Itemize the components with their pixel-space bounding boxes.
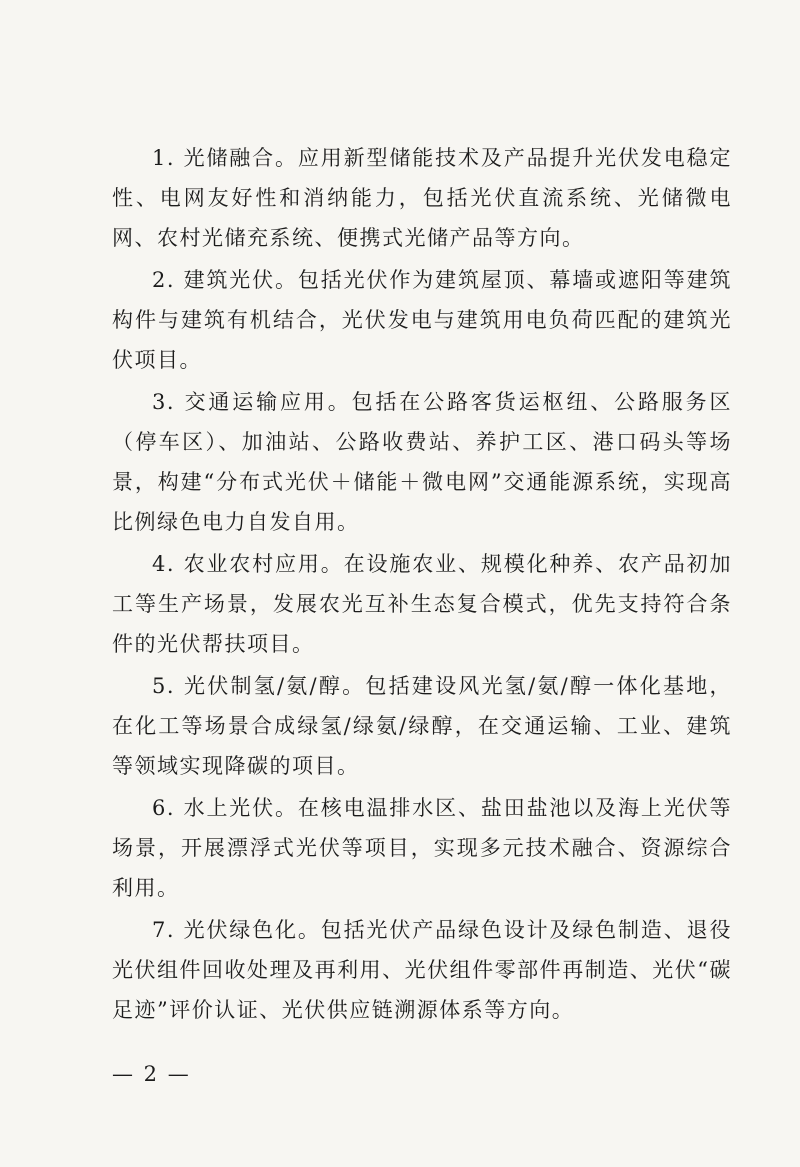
paragraph-building-pv: 2. 建筑光伏。包括光伏作为建筑屋顶、幕墙或遮阳等建筑构件与建筑有机结合，光伏发电与建筑用电负荷匹配的建筑光伏项目。 [112, 268, 732, 372]
paragraph-photovoltaic-storage: 1. 光储融合。应用新型储能技术及产品提升光伏发电稳定性、电网友好性和消纳能力，包括光伏直流系统、光储微电网、农村光储充系统、便携式光储产品等方向。 [112, 146, 732, 250]
paragraph-green-pv: 7. 光伏绿色化。包括光伏产品绿色设计及绿色制造、退役光伏组件回收处理及再利用、光伏组件零部件再制造、光伏“碳足迹”评价认证、光伏供应链溯源体系等方向。 [112, 918, 732, 1022]
paragraph-agriculture: 4. 农业农村应用。在设施农业、规模化种养、农产品初加工等生产场景，发展农光互补生态复合模式，优先支持符合条件的光伏帮扶项目。 [112, 552, 732, 656]
paragraph-transportation: 3. 交通运输应用。包括在公路客货运枢纽、公路服务区（停车区）、加油站、公路收费站、养护工区、港口码头等场景，构建“分布式光伏＋储能＋微电网”交通能源系统，实现高比例绿色电力自发自用。 [112, 390, 732, 534]
paragraph-hydrogen: 5. 光伏制氢/氨/醇。包括建设风光氢/氨/醇一体化基地，在化工等场景合成绿氢/绿氨/绿醇，在交通运输、工业、建筑等领域实现降碳的项目。 [112, 674, 732, 778]
paragraph-water-pv: 6. 水上光伏。在核电温排水区、盐田盐池以及海上光伏等场景，开展漂浮式光伏等项目，实现多元技术融合、资源综合利用。 [112, 796, 732, 900]
page-number: — 2 — [112, 1062, 191, 1086]
document-body [112, 138, 732, 1032]
